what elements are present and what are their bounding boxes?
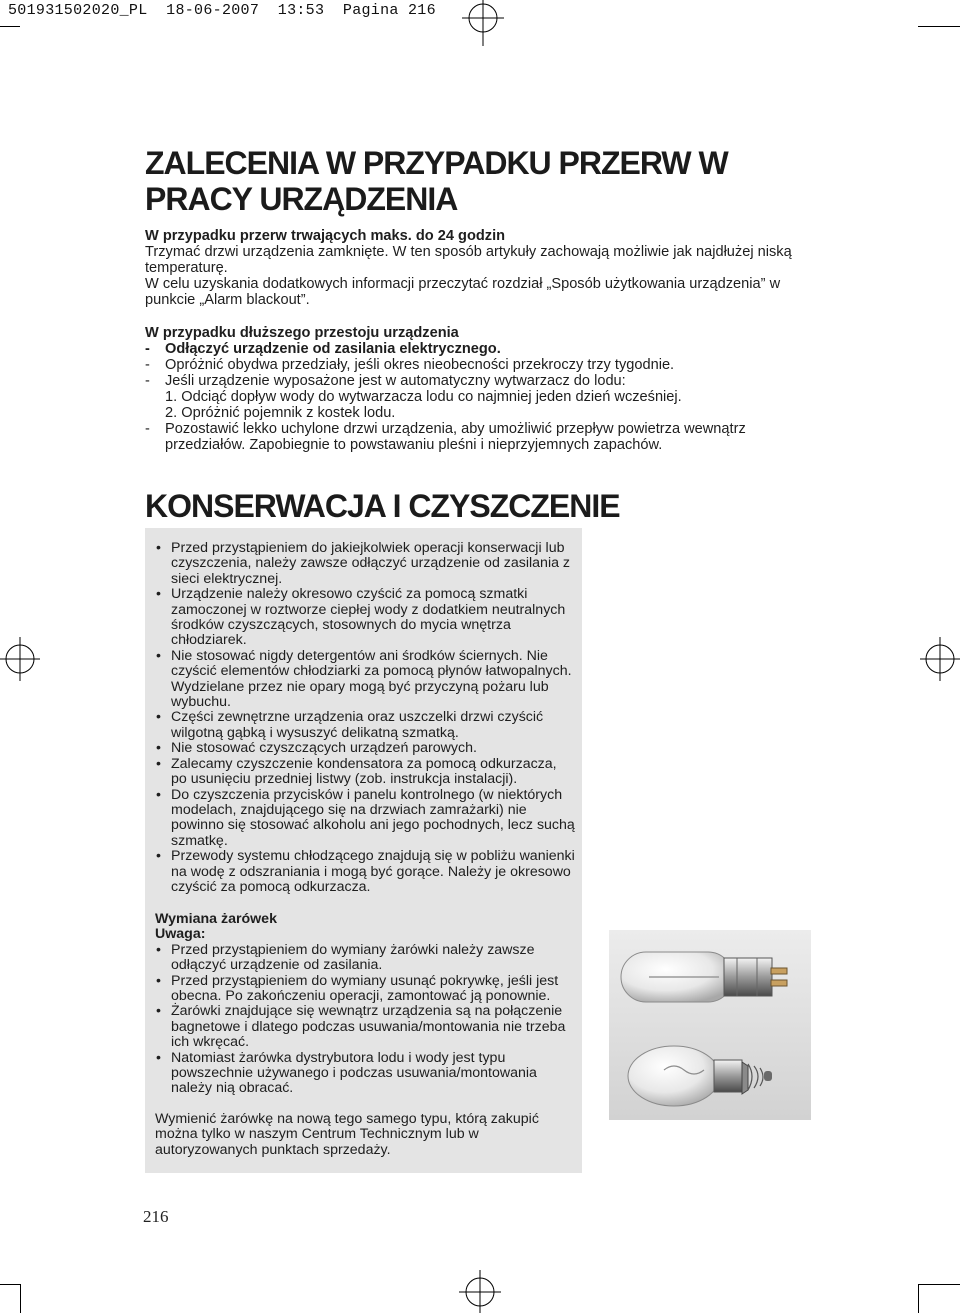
- bulb-heading: Wymiana żarówek: [155, 911, 277, 927]
- registration-mark-top-icon: [462, 0, 504, 46]
- note-heading: Uwaga:: [155, 926, 206, 943]
- list-item: • Nie stosować nigdy detergentów ani środków ściernych. Nie czyścić elementów chłodziarki za pomocą płynów łatwopalnych. Wydzielane przez nie opary mogą być przyczyną pożaru lub wybuchu.: [155, 649, 575, 711]
- list-item: • Części zewnętrzne urządzenia oraz uszczelki drzwi czyścić wilgotną gąbką i wysuszyć delikatną szmatką.: [155, 710, 575, 741]
- long-break-item-4: Pozostawić lekko uchylone drzwi urządzenia, aby umożliwić przepływ powietrza wewnątrz przedziałów. Zapobiegnie to powstawaniu pleśni i nieprzyjemnych zapachów.: [165, 421, 746, 453]
- section-title-downtime: ZALECENIA W PRZYPADKU PRZERW W PRACY URZĄDZENIA: [145, 145, 728, 217]
- registration-mark-left-icon: [0, 637, 40, 681]
- slug-time: 13:53: [277, 2, 325, 19]
- list-item: - Opróżnić obydwa przedziały, jeśli okres nieobecności przekroczy trzy tygodnie.: [145, 357, 675, 373]
- bulb-replacement-section: [155, 912, 575, 1158]
- slug-job: 501931502020_PL: [8, 2, 148, 19]
- list-item: • Żarówki znajdujące się wewnątrz urządzenia są na połączenie bagnetowe i dlatego podczas usuwania/montowania nie trzeba ich wkręcać.: [155, 1004, 575, 1050]
- page-number: 216: [143, 1207, 169, 1226]
- list-item: • Nie stosować czyszczących urządzeń parowych.: [155, 741, 575, 756]
- section-title-maintenance: KONSERWACJA I CZYSZCZENIE: [145, 488, 620, 524]
- list-item: - Pozostawić lekko uchylone drzwi urządzenia, aby umożliwić przepływ powietrza wewnątrz przedziałów. Zapobiegnie to powstawaniu pleśni i nieprzyjemnych zapachów.: [145, 421, 825, 453]
- crop-mark-top-right: [918, 26, 960, 27]
- list-item: • Przewody systemu chłodzącego znajdują się w pobliżu wanienki na wodę z odszraniania i mogą być gorące. Należy je okresowo czyścić za pomocą odkurzacza.: [155, 849, 575, 895]
- crop-mark-bottom-right-h: [918, 1284, 960, 1285]
- long-break-section: [145, 325, 825, 453]
- short-break-text: Trzymać drzwi urządzenia zamknięte. W ten sposób artykuły zachowają możliwie jak najdłużej niską temperaturę.: [145, 244, 792, 276]
- slug-date: 18-06-2007: [166, 2, 260, 19]
- long-break-step-2: 2. Opróżnić pojemnik z kostek lodu.: [165, 405, 396, 421]
- bulbs-photo: [609, 930, 811, 1120]
- long-break-item-3: Jeśli urządzenie wyposażone jest w automatyczny wytwarzacz do lodu:: [165, 373, 626, 389]
- short-break-section: [145, 228, 825, 308]
- registration-mark-right-icon: [920, 637, 960, 681]
- short-break-info: W celu uzyskania dodatkowych informacji przeczytać rozdział „Sposób użytkowania urządzenia” w punkcie „Alarm blackout”.: [145, 276, 781, 308]
- maintenance-list: [155, 541, 575, 895]
- slug-page: Pagina 216: [342, 2, 436, 19]
- short-break-heading: W przypadku przerw trwających maks. do 24 godzin: [145, 228, 506, 244]
- list-item: • Urządzenie należy okresowo czyścić za pomocą szmatki zamoczonej w roztworze ciepłej wody z dodatkiem neutralnych środków czyszczących, stosownych do mycia wnętrza chłodziarek.: [155, 587, 575, 649]
- crop-mark-bottom-left: [20, 1284, 21, 1313]
- print-slug: [8, 2, 436, 19]
- list-item: • Przed przystąpieniem do wymiany żarówki należy zawsze odłączyć urządzenie od zasilania.: [155, 943, 575, 974]
- crop-mark-top-left: [0, 26, 20, 27]
- crop-mark-bottom-right: [918, 1284, 919, 1313]
- list-item: - Odłączyć urządzenie od zasilania elektrycznego.: [145, 341, 501, 357]
- list-item: • Do czyszczenia przycisków i panelu kontrolnego (w niektórych modelach, znajdującego się na drzwiach zamrażarki) nie powinno się stosować alkoholu ani jego pochodnych, lecz suchą szmatkę.: [155, 788, 575, 850]
- list-item: • Przed przystąpieniem do wymiany usunąć pokrywkę, jeśli jest obecna. Po zakończeniu operacji, zamontować ją ponownie.: [155, 974, 575, 1005]
- list-item: • Zalecamy czyszczenie kondensatora za pomocą odkurzacza, po usunięciu przedniej listwy (zob. instrukcja instalacji).: [155, 757, 575, 788]
- bulbs-photo-icon: [609, 930, 811, 1120]
- list-item: • Natomiast żarówka dystrybutora lodu i wody jest typu powszechnie używanego i podczas usuwania/montowania należy nią obracać.: [155, 1051, 575, 1097]
- list-item: - Jeśli urządzenie wyposażone jest w automatyczny wytwarzacz do lodu:: [145, 373, 626, 389]
- registration-mark-bottom-icon: [459, 1270, 501, 1313]
- list-item: • Przed przystąpieniem do jakiejkolwiek operacji konserwacji lub czyszczenia, należy zawsze odłączyć urządzenie od zasilania z sieci elektrycznej.: [155, 541, 575, 587]
- closing-text: Wymienić żarówkę na nową tego samego typu, którą zakupić można tylko w naszym Centrum Technicznym lub w autoryzowanych punktach sprzedaży.: [155, 1110, 539, 1158]
- crop-mark-bottom-left-h: [0, 1284, 20, 1285]
- long-break-step-1: 1. Odciąć dopływ wody do wytwarzacza lodu co najmniej jeden dzień wcześniej.: [165, 389, 682, 405]
- long-break-heading: W przypadku dłuższego przestoju urządzenia: [145, 325, 459, 341]
- long-break-item-2: Opróżnić obydwa przedziały, jeśli okres nieobecności przekroczy trzy tygodnie.: [165, 357, 675, 373]
- long-break-item-1: Odłączyć urządzenie od zasilania elektrycznego.: [165, 341, 501, 357]
